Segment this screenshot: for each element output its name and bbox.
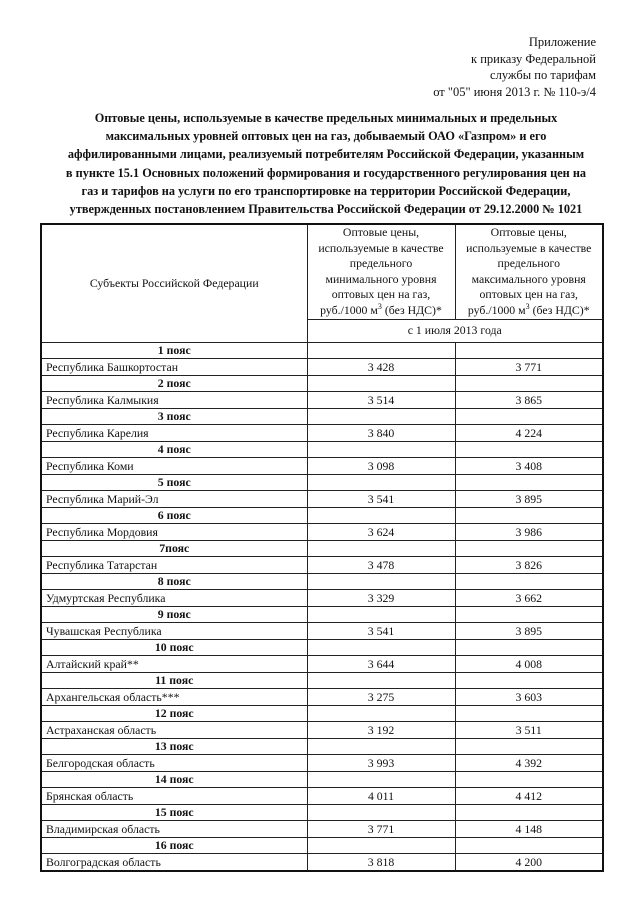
zone-spacer (307, 342, 455, 358)
zone-spacer (455, 837, 603, 853)
table-row (41, 688, 603, 705)
region-name: Чувашская Республика (41, 622, 307, 639)
zone-row (41, 804, 603, 820)
table-row (41, 358, 603, 375)
zone-label: 11 пояс (41, 672, 307, 688)
zone-label: 8 пояс (41, 573, 307, 589)
zone-spacer (455, 573, 603, 589)
min-price-value: 3 624 (307, 523, 455, 540)
date-header: с 1 июля 2013 года (307, 319, 603, 342)
header-line-service: службы по тарифам (490, 68, 596, 82)
table-row (41, 622, 603, 639)
zone-spacer (455, 441, 603, 457)
title-line: утвержденных постановлением Правительства Российской Федерации от 29.12.2000 № 1021 (69, 202, 583, 217)
zone-row (41, 606, 603, 622)
zone-row (41, 639, 603, 655)
title-line: Оптовые цены, используемые в качестве предельных минимальных и предельных (94, 111, 558, 125)
table-row (41, 424, 603, 441)
zone-label: 7пояс (41, 540, 307, 556)
zone-row (41, 408, 603, 424)
zone-spacer (455, 375, 603, 391)
table-row (41, 490, 603, 507)
document-title (36, 109, 616, 218)
zone-row (41, 540, 603, 556)
table-row (41, 820, 603, 837)
region-name: Волгоградская область (41, 853, 307, 871)
table-row (41, 391, 603, 408)
zone-spacer (455, 705, 603, 721)
zone-row (41, 672, 603, 688)
min-price-value: 4 011 (307, 787, 455, 804)
zone-spacer (455, 672, 603, 688)
zone-spacer (307, 540, 455, 556)
min-price-value: 3 329 (307, 589, 455, 606)
header-line-date: от "05" июня 2013 г. № 110-э/4 (433, 84, 596, 99)
max-price-value: 3 511 (455, 721, 603, 738)
zone-spacer (455, 507, 603, 523)
zone-spacer (307, 738, 455, 754)
zone-spacer (307, 474, 455, 490)
region-name: Астраханская область (41, 721, 307, 738)
zone-row (41, 771, 603, 787)
zone-row (41, 573, 603, 589)
region-name: Алтайский край** (41, 655, 307, 672)
min-price-value: 3 275 (307, 688, 455, 705)
zone-row (41, 441, 603, 457)
zone-row (41, 705, 603, 721)
max-price-value: 3 771 (455, 358, 603, 375)
zone-row (41, 507, 603, 523)
zone-spacer (307, 606, 455, 622)
table-body (41, 342, 603, 871)
table-row (41, 457, 603, 474)
min-price-value: 3 771 (307, 820, 455, 837)
zone-row (41, 474, 603, 490)
header-line-appendix: Приложение (528, 35, 596, 49)
region-name: Удмуртская Республика (41, 589, 307, 606)
region-name: Республика Башкортостан (41, 358, 307, 375)
column-header-min-price: Оптовые цены, используемые в качестве предельного минимального уровня оптовых цен на газ, руб./1000 $м^3$ (без НДС)* (307, 224, 455, 319)
title-line: аффилированными лицами, реализуемый потребителям Российской Федерации, указанным (67, 147, 585, 162)
region-name: Брянская область (41, 787, 307, 804)
min-price-value: 3 818 (307, 853, 455, 871)
zone-spacer (307, 672, 455, 688)
region-name: Республика Калмыкия (41, 391, 307, 408)
column-header-subject: Субъекты Российской Федерации (41, 224, 307, 342)
table-row (41, 589, 603, 606)
zone-spacer (307, 408, 455, 424)
title-line: максимальных уровней оптовых цен на газ, добываемый ОАО «Газпром» и его (105, 129, 547, 144)
zone-label: 14 пояс (41, 771, 307, 787)
region-name: Республика Мордовия (41, 523, 307, 540)
zone-spacer (455, 474, 603, 490)
region-name: Белгородская область (41, 754, 307, 771)
document-header (433, 34, 596, 100)
zone-spacer (307, 804, 455, 820)
max-price-value: 3 826 (455, 556, 603, 573)
max-price-value: 4 008 (455, 655, 603, 672)
table-row (41, 754, 603, 771)
zone-spacer (455, 804, 603, 820)
zone-spacer (307, 573, 455, 589)
max-price-value: 3 895 (455, 622, 603, 639)
min-price-value: 3 192 (307, 721, 455, 738)
zone-label: 6 пояс (41, 507, 307, 523)
zone-label: 13 пояс (41, 738, 307, 754)
zone-spacer (455, 606, 603, 622)
zone-label: 16 пояс (41, 837, 307, 853)
max-price-value: 4 392 (455, 754, 603, 771)
zone-spacer (307, 771, 455, 787)
zone-spacer (455, 639, 603, 655)
zone-spacer (455, 408, 603, 424)
zone-label: 12 пояс (41, 705, 307, 721)
price-table (40, 223, 604, 872)
min-price-value: 3 098 (307, 457, 455, 474)
zone-label: 5 пояс (41, 474, 307, 490)
zone-spacer (455, 738, 603, 754)
min-price-value: 3 428 (307, 358, 455, 375)
min-price-value: 3 478 (307, 556, 455, 573)
zone-row (41, 738, 603, 754)
min-price-value: 3 840 (307, 424, 455, 441)
max-price-value: 4 148 (455, 820, 603, 837)
min-price-value: 3 644 (307, 655, 455, 672)
max-price-value: 3 603 (455, 688, 603, 705)
min-price-value: 3 514 (307, 391, 455, 408)
zone-label: 10 пояс (41, 639, 307, 655)
max-price-value: 3 986 (455, 523, 603, 540)
zone-spacer (307, 441, 455, 457)
region-name: Республика Марий-Эл (41, 490, 307, 507)
table-row (41, 655, 603, 672)
zone-label: 3 пояс (41, 408, 307, 424)
region-name: Республика Татарстан (41, 556, 307, 573)
zone-spacer (307, 639, 455, 655)
header-line-order: к приказу Федеральной (471, 51, 596, 66)
table-row (41, 721, 603, 738)
zone-spacer (307, 705, 455, 721)
zone-spacer (455, 342, 603, 358)
zone-row (41, 342, 603, 358)
max-price-value: 3 895 (455, 490, 603, 507)
min-price-value: 3 541 (307, 490, 455, 507)
table-row (41, 787, 603, 804)
max-price-value: 3 865 (455, 391, 603, 408)
max-price-value: 4 412 (455, 787, 603, 804)
zone-spacer (307, 375, 455, 391)
title-line: газ и тарифов на услуги по его транспортировке на территории Российской Федерации, (81, 183, 571, 198)
zone-label: 1 пояс (41, 342, 307, 358)
max-price-value: 3 408 (455, 457, 603, 474)
table-row (41, 853, 603, 871)
max-price-value: 4 200 (455, 853, 603, 871)
region-name: Республика Коми (41, 457, 307, 474)
region-name: Владимирская область (41, 820, 307, 837)
region-name: Республика Карелия (41, 424, 307, 441)
zone-label: 15 пояс (41, 804, 307, 820)
zone-spacer (455, 540, 603, 556)
zone-spacer (455, 771, 603, 787)
zone-row (41, 837, 603, 853)
min-price-value: 3 541 (307, 622, 455, 639)
min-price-value: 3 993 (307, 754, 455, 771)
title-line: в пункте 15.1 Основных положений формирования и государственного регулирования цен на (65, 165, 587, 180)
table-row (41, 556, 603, 573)
zone-spacer (307, 507, 455, 523)
table-row (41, 523, 603, 540)
zone-spacer (307, 837, 455, 853)
column-header-max-price: Оптовые цены, используемые в качестве предельного максимального уровня оптовых цен на газ, руб./1000 $м^3$ (без НДС)* (455, 224, 603, 319)
max-price-value: 4 224 (455, 424, 603, 441)
zone-row (41, 375, 603, 391)
max-price-value: 3 662 (455, 589, 603, 606)
zone-label: 4 пояс (41, 441, 307, 457)
zone-label: 9 пояс (41, 606, 307, 622)
region-name: Архангельская область*** (41, 688, 307, 705)
zone-label: 2 пояс (41, 375, 307, 391)
